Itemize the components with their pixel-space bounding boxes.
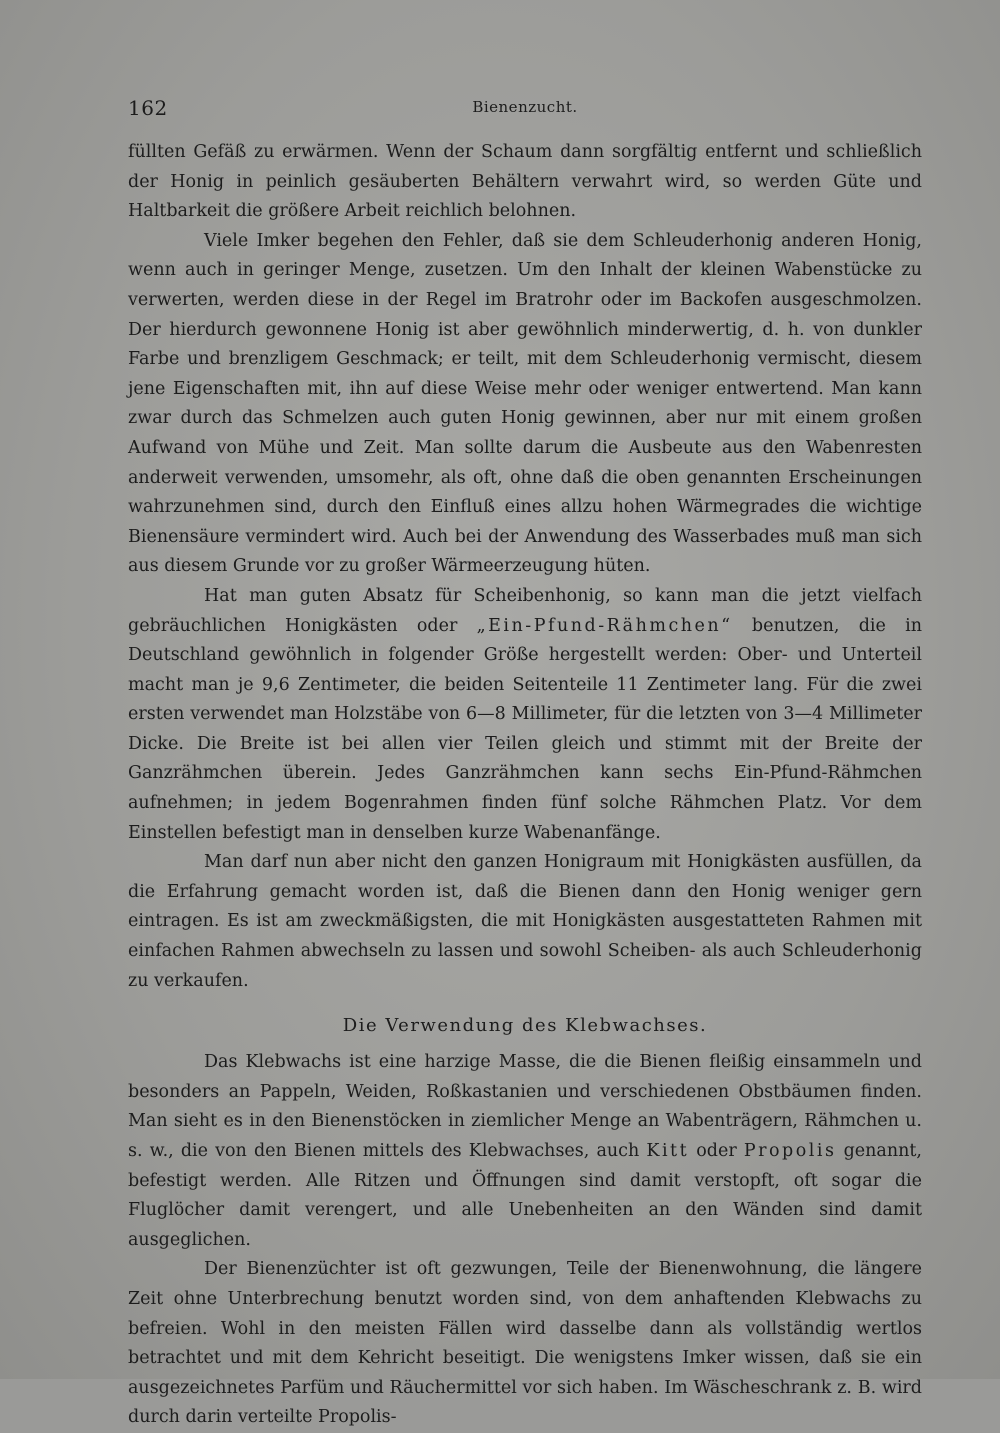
section-heading: Die Verwendung des Klebwachses. — [342, 1015, 708, 1037]
paragraph-comb-honey — [128, 582, 922, 848]
page-body — [128, 138, 922, 1433]
spaced-term: „Ein-Pfund-Rähmchen“ — [476, 615, 733, 636]
paragraph-propolis — [128, 1048, 922, 1255]
paragraph-continuation: füllten Gefäß zu erwärmen. Wenn der Schaum dann sorgfältig entfernt und schließlich der Honig in peinlich gesäuberten Behältern verwahrt wird, so werden Güte und Haltbarkeit die größere Arbeit reichlich belohnen. — [128, 142, 922, 222]
page-number: 162 — [128, 96, 168, 120]
running-title: Bienenzucht. — [472, 98, 578, 116]
text-segment: benutzen, die in Deutschland gewöhnlich in folgender Größe hergestellt werden: Ober- und Unterteil macht man je 9,6 Zentimeter, die beiden Seitenteile 11 Zentimeter lang. Für die zwei ersten verwendet man Holzstäbe von 6—8 Millimeter, für die letzten von 3—4 Millimeter Dicke. Die Breite ist bei allen vier Teilen gleich und stimmt mit der Breite der Ganzrähmchen überein. Jedes Ganzrähmchen kann sechs Ein-Pfund-Rähmchen aufnehmen; in jedem Bogenrahmen finden fünf solche Rähmchen Platz. Vor dem Einstellen befestigt man in denselben kurze Wabenanfänge. — [128, 615, 922, 843]
text-segment: Hat man guten Absatz für Scheibenhonig, so kann man die jetzt vielfach gebräuchlichen Honigkästen oder — [128, 585, 922, 636]
page-header — [128, 96, 922, 126]
paragraph-honey-mixing: Viele Imker begehen den Fehler, daß sie dem Schleuderhonig anderen Honig, wenn auch in geringer Menge, zusetzen. Um den Inhalt der kleinen Wabenstücke zu verwerten, werden diese in der Regel im Bratrohr oder im Backofen ausgeschmolzen. Der hierdurch gewonnene Honig ist aber gewöhnlich minderwertig, d. h. von dunkler Farbe und brenzligem Geschmack; er teilt, mit dem Schleuderhonig vermischt, diesem jene Eigenschaften mit, ihn auf diese Weise mehr oder weniger entwertend. Man kann zwar durch das Schmelzen auch guten Honig gewinnen, aber nur mit einem großen Aufwand von Mühe und Zeit. Man sollte darum die Ausbeute aus den Wabenresten anderweit verwenden, umsomehr, als oft, ohne daß die oben genannten Erscheinungen wahrzunehmen sind, durch den Einfluß eines allzu hohen Wärmegrades die wichtige Bienensäure vermindert wird. Auch bei der Anwendung des Wasserbades muß man sich aus diesem Grunde vor zu großer Wärmeerzeugung hüten. — [128, 230, 922, 577]
text-segment: oder — [689, 1141, 744, 1161]
spaced-term: Propolis — [743, 1141, 837, 1161]
paragraph-honey-boxes: Man darf nun aber nicht den ganzen Honigraum mit Honigkästen ausfüllen, da die Erfahrung gemacht worden ist, daß die Bienen dann den Honig weniger gern eintragen. Es ist am zweckmäßigsten, die mit Honigkästen ausgestatteten Rahmen mit einfachen Rahmen abwechseln zu lassen und sowohl Scheiben- als auch Schleuderhonig zu verkaufen. — [128, 852, 922, 991]
text-segment: Das Klebwachs ist eine harzige Masse, die die Bienen fleißig einsammeln und besonders an Pappeln, Weiden, Roßkastanien und verschiedenen Obstbäumen finden. Man sieht es in den Bienenstöcken in ziemlicher Menge an Wabenträgern, Rähmchen u. s. w., die von den Bienen mittels des Klebwachses, auch — [128, 1052, 922, 1161]
paragraph-beekeeper: Der Bienenzüchter ist oft gezwungen, Teile der Bienenwohnung, die längere Zeit ohne Unterbrechung benutzt worden sind, von dem anhaftenden Klebwachs zu befreien. Wohl in den meisten Fällen wird dasselbe dann als vollständig wertlos betrachtet und mit dem Kehricht beseitigt. Die wenigstens Imker wissen, daß sie ein ausgezeichnetes Parfüm und Räuchermittel vor sich haben. Im Wäscheschrank z. B. wird durch darin verteilte Propolis- — [128, 1259, 922, 1428]
spaced-term: Kitt — [646, 1141, 690, 1161]
text-segment: genannt, befestigt werden. Alle Ritzen und Öffnungen sind damit verstopft, oft sogar die Fluglöcher damit verengert, und alle Unebenheiten an den Wänden sind damit ausgeglichen. — [128, 1141, 922, 1250]
